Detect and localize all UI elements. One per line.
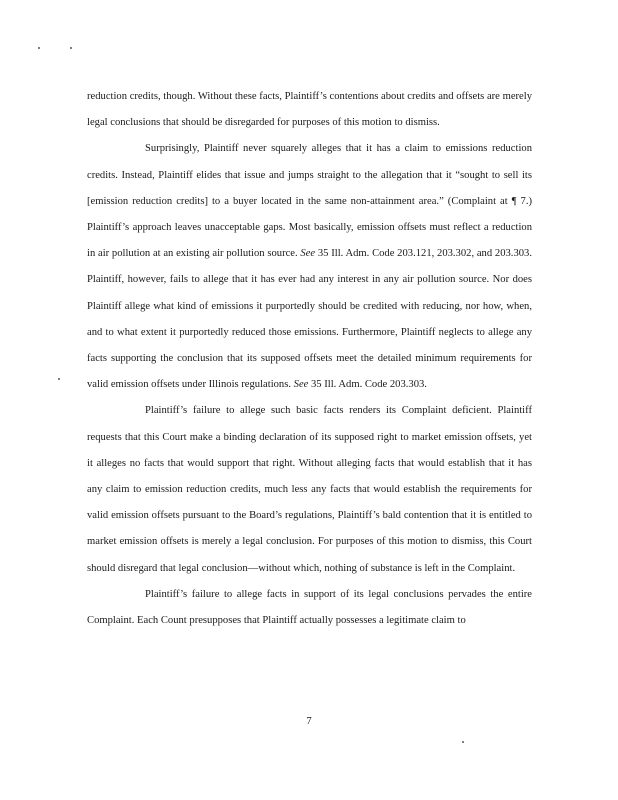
paragraph-text: Plaintiff’s failure to allege such basic facts renders its Complaint deficient. Plaintiff requests that this Court make a binding declaration of its supposed right to market emission offsets, yet it alleges no facts that would support that right. Without alleging facts that would establish that it has any claim to emission reduction credits, much less any facts that would establish the requirements for valid emission offsets pursuant to the Board’s regulations, Plaintiff’s bald contention that it is entitled to market emission offsets is merely a legal conclusion. For purposes of this motion to dismiss, this Court should disregard that legal conclusion—without which, nothing of substance is left in the Complaint. [87, 405, 532, 574]
paragraph-4 [87, 582, 532, 634]
paragraph-3 [87, 398, 532, 581]
paragraph-2 [87, 136, 532, 398]
scan-speck [58, 378, 60, 380]
citation-signal: See [293, 379, 309, 391]
scan-speck [70, 47, 72, 49]
citation-signal: See [300, 248, 316, 260]
paragraph-text: 35 Ill. Adm. Code 203.303. [308, 379, 427, 391]
paragraph-text: Surprisingly, Plaintiff never squarely alleges that it has a claim to emissions reduction credits. Instead, Plaintiff elides that issue and jumps straight to the allegation that it “sought to sell its [emission reduction credits] to a buyer located in the same non-attainment area.” (Complaint at ¶ 7.) Plaintiff’s approach leaves unacceptable gaps. Most basically, emission offsets must reflect a reduction in air pollution at an existing air pollution source. [87, 143, 532, 260]
paragraph-text: 35 Ill. Adm. Code 203.121, 203.302, and 203.303. Plaintiff, however, fails to allege that it has ever had any interest in any air pollution source. Nor does Plaintiff allege what kind of emissions it purportedly should be credited with reducing, nor how, when, and to what extent it purportedly reduced those emissions. Furthermore, Plaintiff neglects to allege any facts supporting the conclusion that its supposed offsets meet the detailed minimum requirements for valid emission offsets under Illinois regulations. [87, 248, 532, 391]
paragraph-text: reduction credits, though. Without these facts, Plaintiff’s contentions about credits and offsets are merely legal conclusions that should be disregarded for purposes of this motion to dismiss. [87, 91, 532, 129]
paragraph-text: Plaintiff’s failure to allege facts in support of its legal conclusions pervades the entire Complaint. Each Count presupposes that Plaintiff actually possesses a legitimate claim to [87, 588, 532, 627]
paragraph-1 [87, 84, 532, 136]
scan-speck [38, 47, 40, 49]
scan-speck [462, 741, 464, 743]
page-number: 7 [306, 716, 312, 727]
document-body [87, 84, 532, 634]
